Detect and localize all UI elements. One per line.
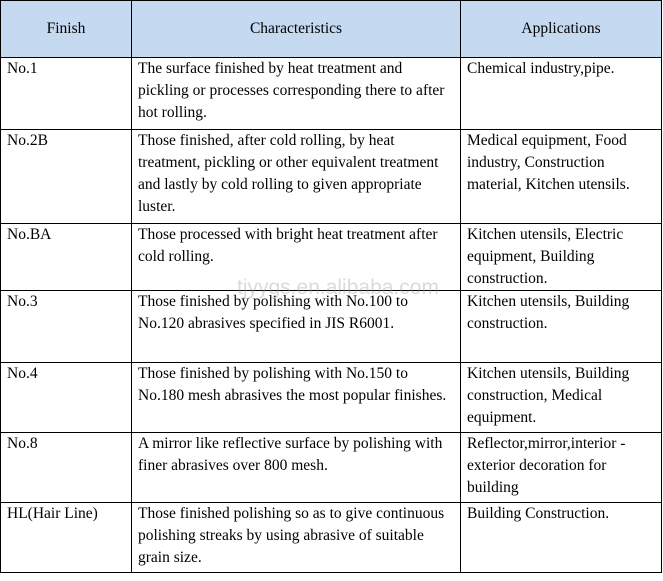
table-row <box>1 291 662 363</box>
characteristics-cell: Those processed with bright heat treatment after cold rolling. <box>132 224 461 291</box>
header-finish: Finish <box>1 1 132 58</box>
finish-cell: No.1 <box>1 58 132 130</box>
applications-cell: Kitchen utensils, Electric equipment, Building construction. <box>461 224 662 291</box>
header-applications: Applications <box>461 1 662 58</box>
finish-cell: HL(Hair Line) <box>1 503 132 573</box>
finish-cell: No.2B <box>1 130 132 224</box>
table-row <box>1 363 662 433</box>
applications-cell: Building Construction. <box>461 503 662 573</box>
header-characteristics: Characteristics <box>132 1 461 58</box>
characteristics-cell: The surface finished by heat treatment and pickling or processes corresponding there to after hot rolling. <box>132 58 461 130</box>
characteristics-cell: Those finished by polishing with No.100 to No.120 abrasives specified in JIS R6001. <box>132 291 461 363</box>
finish-cell: No.BA <box>1 224 132 291</box>
characteristics-cell: Those finished by polishing with No.150 to No.180 mesh abrasives the most popular finishes. <box>132 363 461 433</box>
table-row <box>1 58 662 130</box>
table-row <box>1 130 662 224</box>
characteristics-cell: Those finished, after cold rolling, by heat treatment, pickling or other equivalent treatment and lastly by cold rolling to given appropriate luster. <box>132 130 461 224</box>
characteristics-cell: A mirror like reflective surface by polishing with finer abrasives over 800 mesh. <box>132 433 461 503</box>
table-row <box>1 224 662 291</box>
finish-cell: No.8 <box>1 433 132 503</box>
applications-cell: Chemical industry,pipe. <box>461 58 662 130</box>
characteristics-cell: Those finished polishing so as to give continuous polishing streaks by using abrasive of suitable grain size. <box>132 503 461 573</box>
applications-cell: Kitchen utensils, Building construction. <box>461 291 662 363</box>
applications-cell: Medical equipment, Food industry, Construction material, Kitchen utensils. <box>461 130 662 224</box>
finish-cell: No.3 <box>1 291 132 363</box>
watermark: tjyygs.en.alibaba.com <box>237 276 439 299</box>
applications-cell: Reflector,mirror,interior -exterior decoration for building <box>461 433 662 503</box>
finish-cell: No.4 <box>1 363 132 433</box>
applications-cell: Kitchen utensils, Building construction, Medical equipment. <box>461 363 662 433</box>
table-row <box>1 503 662 573</box>
table-header-row <box>1 1 662 58</box>
table-row <box>1 433 662 503</box>
